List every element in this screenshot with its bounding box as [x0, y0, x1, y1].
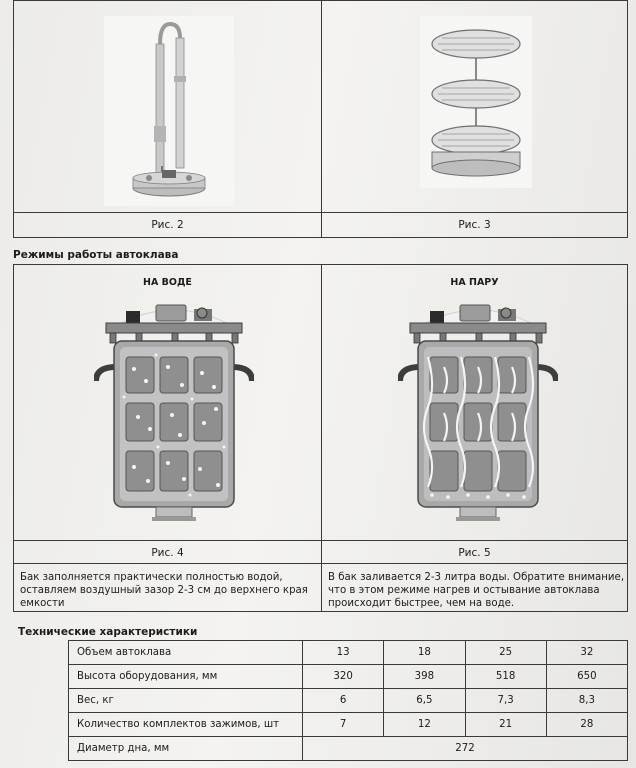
spec-label: Объем автоклава: [69, 641, 303, 665]
spec-value: 272: [303, 737, 628, 761]
description-line: оставляем воздушный зазор 2-3 см до верхнего края: [20, 585, 308, 596]
modes-table: [13, 264, 628, 612]
mode-steam-label: НА ПАРУ: [450, 277, 499, 288]
figure-4-caption: Рис. 4: [151, 547, 184, 559]
description-line: В бак заливается 2-3 литра воды. Обратите внимание,: [328, 572, 625, 583]
mode-steam-description: [328, 571, 626, 610]
spec-label: Вес, кг: [69, 689, 303, 713]
spec-value: 320: [303, 665, 384, 689]
specs-section-title: Технические характеристики: [18, 626, 198, 638]
spec-value: 6: [303, 689, 384, 713]
distillation-column-image: [104, 16, 234, 206]
top-figures-table: [13, 0, 628, 238]
figure-2-cell: [13, 0, 322, 238]
table-row: [69, 737, 628, 761]
caption-divider: [322, 540, 627, 541]
figure-5-caption: Рис. 5: [458, 547, 491, 559]
description-line: происходит быстрее, чем на воде.: [328, 598, 515, 609]
caption-divider: [322, 212, 627, 213]
spec-label: Количество комплектов зажимов, шт: [69, 713, 303, 737]
spec-value: 21: [465, 713, 546, 737]
steam-racks-image: [420, 16, 532, 188]
spec-value: 650: [546, 665, 627, 689]
table-row: [69, 713, 628, 737]
figure-2-caption: Рис. 2: [151, 219, 184, 231]
caption-divider: [14, 540, 321, 541]
description-line: емкости: [20, 598, 65, 609]
mode-steam-cell: [321, 264, 628, 612]
spec-value: 18: [384, 641, 465, 665]
spec-value: 6,5: [384, 689, 465, 713]
modes-section-title: Режимы работы автоклава: [13, 249, 179, 261]
mode-water-cell: [13, 264, 322, 612]
spec-value: 12: [384, 713, 465, 737]
autoclave-water-illustration: [94, 297, 254, 529]
table-row: [69, 641, 628, 665]
figure-3-cell: [321, 0, 628, 238]
caption-divider: [14, 563, 321, 564]
mode-water-description: [20, 571, 320, 610]
spec-value: 518: [465, 665, 546, 689]
spec-value: 8,3: [546, 689, 627, 713]
spec-value: 7,3: [465, 689, 546, 713]
caption-divider: [322, 563, 627, 564]
spec-value: 32: [546, 641, 627, 665]
figure-3-caption: Рис. 3: [458, 219, 491, 231]
spec-value: 7: [303, 713, 384, 737]
spec-label: Высота оборудования, мм: [69, 665, 303, 689]
spec-value: 25: [465, 641, 546, 665]
spec-value: 13: [303, 641, 384, 665]
description-line: что в этом режиме нагрев и остывание автоклава: [328, 585, 600, 596]
specs-table: [68, 640, 628, 761]
description-line: Бак заполняется практически полностью водой,: [20, 572, 283, 583]
spec-value: 28: [546, 713, 627, 737]
spec-value: 398: [384, 665, 465, 689]
caption-divider: [14, 212, 321, 213]
mode-water-label: НА ВОДЕ: [143, 277, 192, 288]
table-row: [69, 689, 628, 713]
table-row: [69, 665, 628, 689]
autoclave-steam-illustration: [398, 297, 558, 529]
spec-label: Диаметр дна, мм: [69, 737, 303, 761]
